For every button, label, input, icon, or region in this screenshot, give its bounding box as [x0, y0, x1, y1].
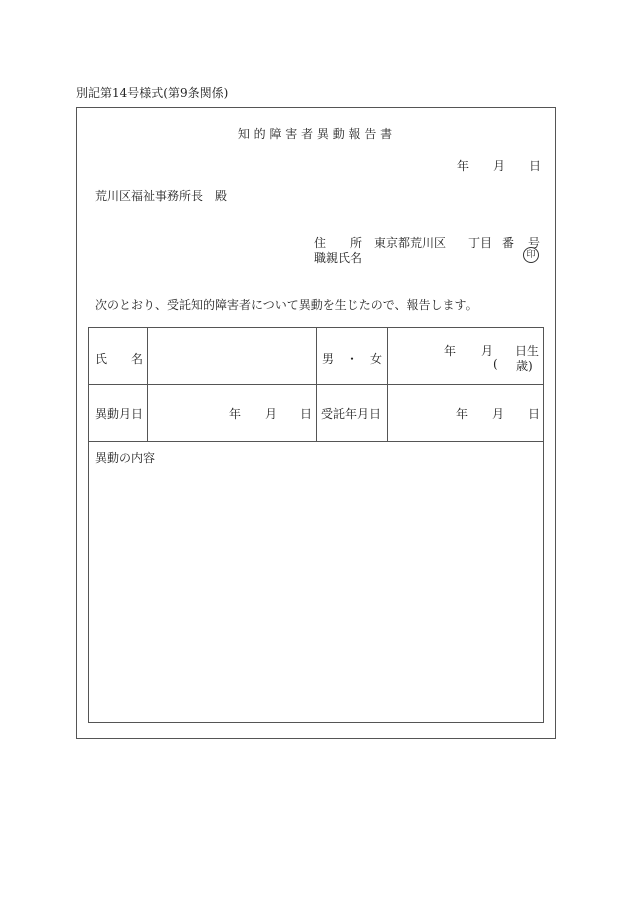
addressee: 荒川区福祉事務所長 殿: [95, 189, 228, 203]
address-label-1: 住: [314, 236, 327, 250]
address-ban: 番: [502, 236, 515, 250]
change-date-day: 日: [300, 407, 313, 421]
sex-male: 男: [322, 352, 335, 366]
address-label-2: 所: [350, 236, 363, 250]
age-label: 歳): [516, 359, 533, 373]
address-value: 東京都荒川区: [374, 236, 447, 250]
entrust-date-month: 月: [492, 407, 505, 421]
change-date-month: 月: [265, 407, 278, 421]
birth-year-label: 年: [444, 344, 457, 358]
entrust-date-label: 受託年月日: [321, 407, 382, 421]
age-open-paren: (: [493, 357, 498, 371]
date-day-label: 日: [529, 159, 542, 173]
change-content-label: 異動の内容: [95, 451, 156, 465]
seal-mark: 印: [523, 247, 539, 263]
table-row-divider-2: [88, 441, 544, 442]
address-go: 号: [528, 236, 541, 250]
sex-female: 女: [370, 352, 383, 366]
table-col-divider-2: [316, 327, 317, 441]
name-label-2: 名: [131, 352, 144, 366]
sex-dot: ・: [346, 352, 359, 366]
date-month-label: 月: [493, 159, 506, 173]
table-col-divider-1: [147, 327, 148, 441]
date-year-label: 年: [457, 159, 470, 173]
reporter-name-label: 職親氏名: [314, 251, 363, 265]
table-col-divider-3: [387, 327, 388, 441]
form-title: 知 的 障 害 者 異 動 報 告 書: [237, 127, 393, 141]
entrust-date-year: 年: [456, 407, 469, 421]
birth-month-label: 月: [481, 344, 494, 358]
address-chome: 丁目: [468, 236, 493, 250]
entrust-date-day: 日: [528, 407, 541, 421]
change-date-label: 異動月日: [95, 407, 144, 421]
change-date-year: 年: [229, 407, 242, 421]
birth-day-label: 日生: [515, 344, 540, 358]
form-number-label: 別記第14号様式(第9条関係): [76, 86, 229, 100]
name-label-1: 氏: [95, 352, 108, 366]
intro-text: 次のとおり、受託知的障害者について異動を生じたので、報告します。: [95, 298, 478, 312]
